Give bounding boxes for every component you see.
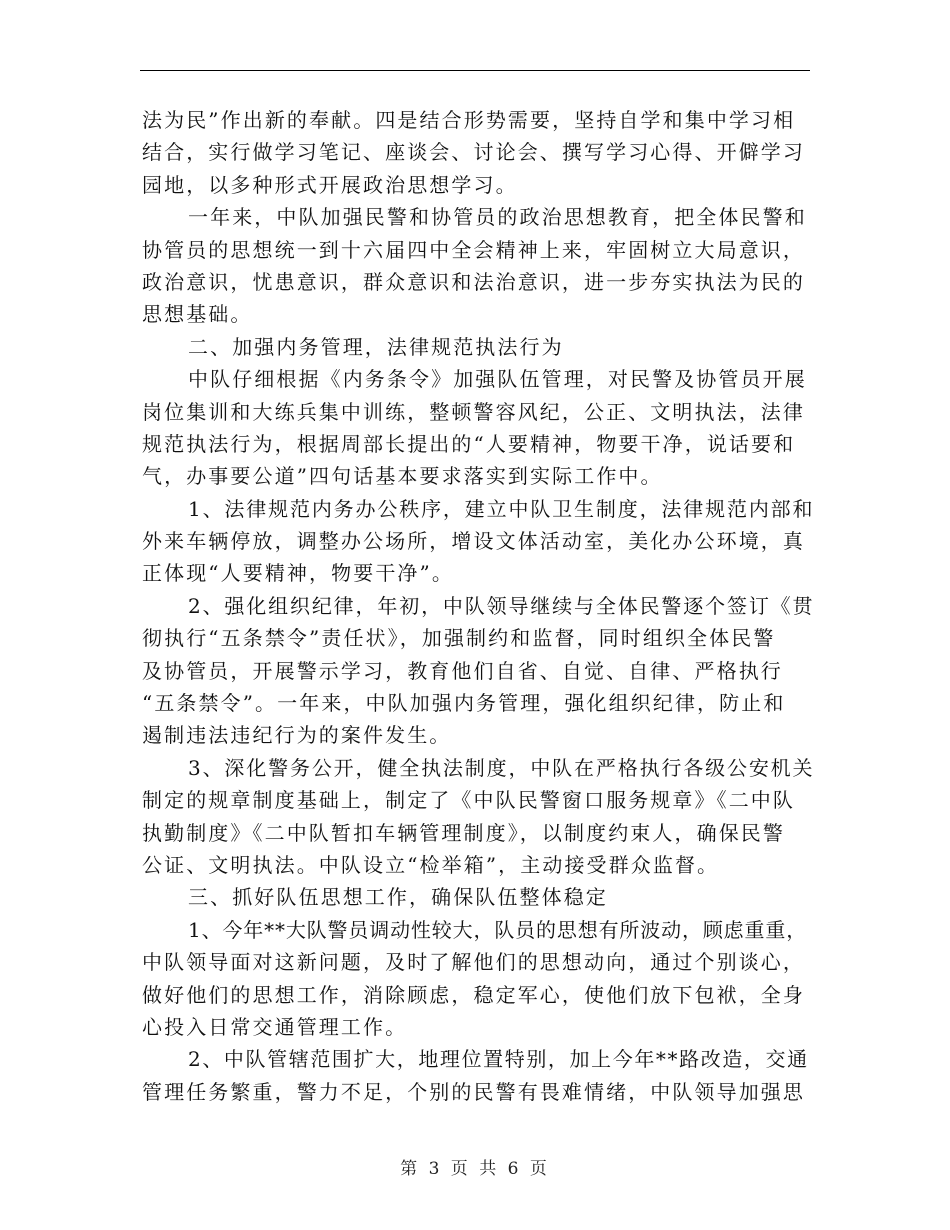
- text-line: 中队仔细根据《内务条令》加强队伍管理，对民警及协管员开展: [188, 367, 807, 392]
- text-line: 心投入日常交通管理工作。: [142, 1014, 408, 1039]
- text-line: 二、加强内务管理，法律规范执法行为: [188, 334, 564, 359]
- text-line: 中队领导面对这新问题，及时了解他们的思想动向，通过个别谈心，: [142, 950, 805, 975]
- text-line: 园地，以多种形式开展政治思想学习。: [142, 172, 518, 197]
- text-line: “五条禁令”。一年来，中队加强内务管理，强化组织纪律，防止和: [142, 691, 786, 716]
- text-line: 气，办事要公道”四句话基本要求落实到实际工作中。: [142, 464, 663, 489]
- text-line: 思想基础。: [142, 302, 253, 327]
- text-line: 协管员的思想统一到十六届四中全会精神上来，牢固树立大局意识，: [142, 237, 805, 262]
- text-line: 公证、文明执法。中队设立“检举箱”，主动接受群众监督。: [142, 852, 720, 877]
- text-line: 岗位集训和大练兵集中训练，整顿警容风纪，公正、文明执法，法律: [142, 399, 805, 424]
- text-line: 三、抓好队伍思想工作，确保队伍整体稳定: [188, 885, 608, 910]
- text-line: 2、中队管辖范围扩大，地理位置特别，加上今年**路改造，交通: [188, 1047, 809, 1072]
- text-line: 执勤制度》《二中队暂扣车辆管理制度》，以制度约束人，确保民警: [142, 820, 785, 845]
- text-line: 正体现“人要精神，物要干净”。: [142, 561, 454, 586]
- page-number-footer: 第 3 页 共 6 页: [400, 1159, 550, 1179]
- text-line: 法为民”作出新的奉献。四是结合形势需要，坚持自学和集中学习相: [142, 108, 796, 132]
- text-line: 3、深化警务公开，健全执法制度，中队在严格执行各级公安机关: [188, 755, 815, 780]
- text-line: 规范执法行为，根据周部长提出的“人要精神，物要干净，说话要和: [142, 431, 796, 456]
- text-line: 政治意识，忧患意识，群众意识和法治意识，进一步夯实执法为民的: [142, 269, 805, 294]
- text-line: 一年来，中队加强民警和协管员的政治思想教育，把全体民警和: [188, 205, 807, 230]
- text-line: 制定的规章制度基础上，制定了《中队民警窗口服务规章》《二中队: [142, 788, 795, 813]
- text-line: 彻执行“五条禁令”责任状》，加强制约和监督，同时组织全体民警: [142, 626, 776, 651]
- text-line: 遏制违法违纪行为的案件发生。: [142, 723, 452, 748]
- document-body: [142, 104, 814, 1108]
- text-line: 1、法律规范内务办公秩序，建立中队卫生制度，法律规范内部和: [188, 496, 815, 521]
- text-line: 外来车辆停放，调整办公场所，增设文体活动室，美化办公环境，真: [142, 529, 805, 554]
- text-line: 结合，实行做学习笔记、座谈会、讨论会、撰写学习心得、开僻学习: [142, 140, 805, 165]
- header-rule: [140, 70, 810, 71]
- text-line: 1、今年**大队警员调动性较大，队员的思想有所波动，顾虑重重，: [188, 917, 808, 942]
- text-line: 2、强化组织纪律，年初，中队领导继续与全体民警逐个签订《贯: [188, 593, 815, 618]
- text-line: 做好他们的思想工作，消除顾虑，稳定军心，使他们放下包袱，全身: [142, 982, 805, 1007]
- text-line: 管理任务繁重，警力不足，个别的民警有畏难情绪，中队领导加强思: [142, 1079, 805, 1104]
- text-line: 及协管员，开展警示学习，教育他们自省、自觉、自律、严格执行: [142, 658, 783, 683]
